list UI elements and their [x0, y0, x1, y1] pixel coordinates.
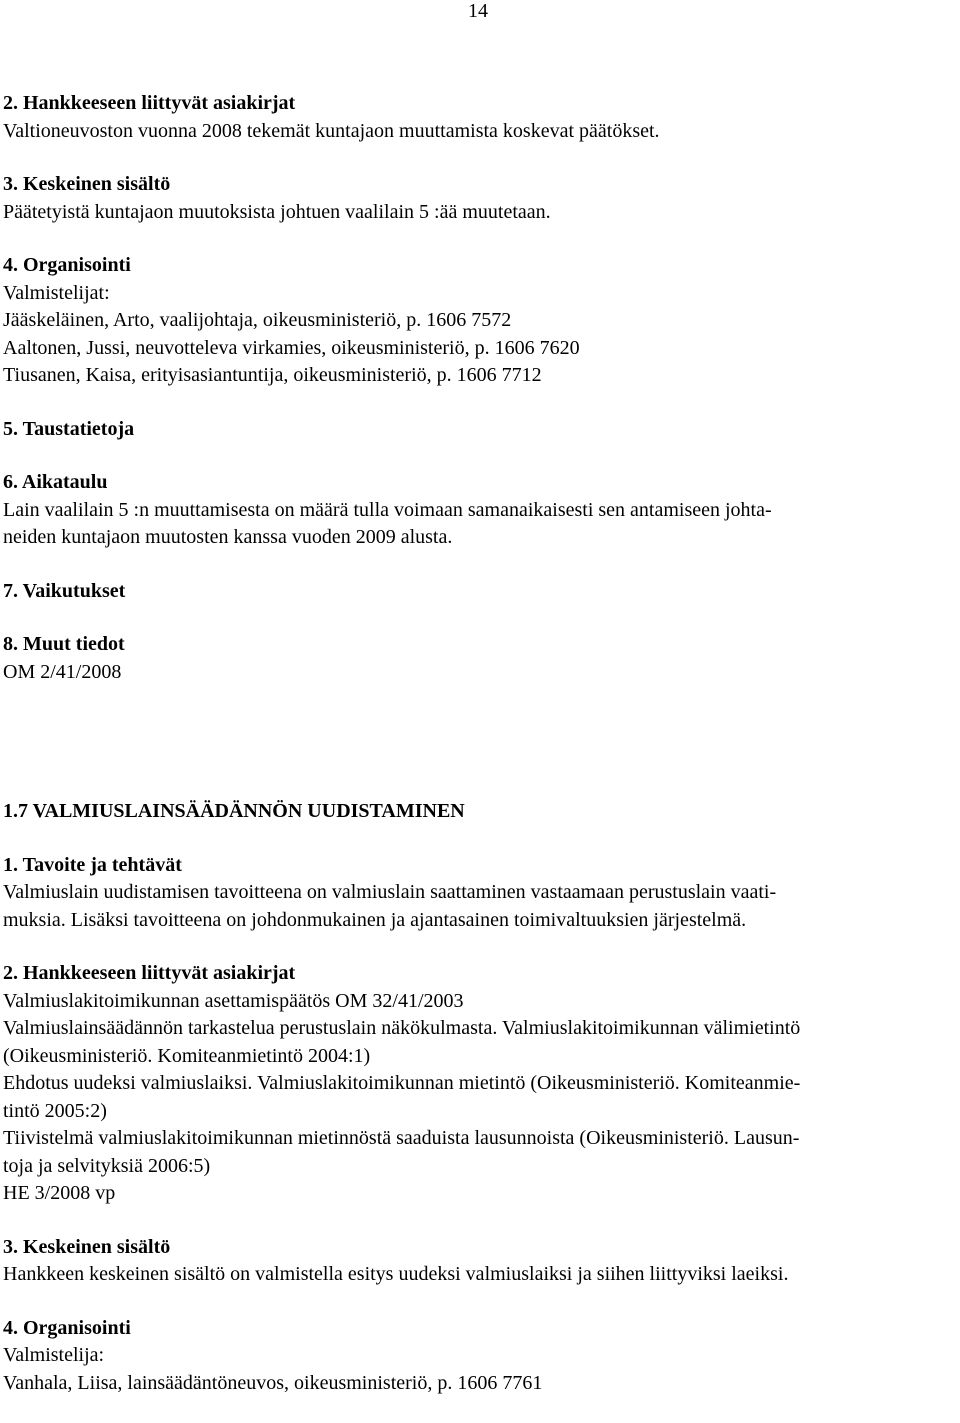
- section-heading: 2. Hankkeeseen liittyvät asiakirjat: [3, 92, 296, 114]
- section-goals: [3, 852, 955, 935]
- section-text-line: Aaltonen, Jussi, neuvotteleva virkamies, oikeusministeriö, p. 1606 7620: [3, 336, 580, 359]
- section-text-line: Valmiuslakitoimikunnan asettamispäätös OM 32/41/2003: [3, 989, 464, 1012]
- section-text-line: Tiivistelmä valmiuslakitoimikunnan mietinnöstä saaduista lausunnoista (Oikeusministeriö. Lausun-: [3, 1127, 800, 1149]
- section-text-line: Jääskeläinen, Arto, vaalijohtaja, oikeusministeriö, p. 1606 7572: [3, 309, 512, 331]
- section-text-line: HE 3/2008 vp: [3, 1182, 116, 1204]
- section-text-line: Tiusanen, Kaisa, erityisasiantuntija, oikeusministeriö, p. 1606 7712: [3, 364, 542, 386]
- section-heading: 3. Keskeinen sisältö: [3, 173, 171, 195]
- section-heading: 3. Keskeinen sisältö: [3, 1235, 171, 1258]
- major-heading: 1.7 VALMIUSLAINSÄÄDÄNNÖN UUDISTAMINEN: [3, 800, 465, 822]
- section-documents: [3, 90, 955, 145]
- section-heading: 7. Vaikutukset: [3, 579, 126, 602]
- page-number: 14: [468, 0, 488, 22]
- section-text-line: Valmistelija:: [3, 1344, 105, 1366]
- section-text-line: Valmistelijat:: [3, 281, 110, 304]
- section-heading: 5. Taustatietoja: [3, 417, 135, 440]
- section-text-line: tintö 2005:2): [3, 1099, 107, 1122]
- section-text-line: Valtioneuvoston vuonna 2008 tekemät kuntajaon muuttamista koskevat päätökset.: [3, 119, 660, 142]
- section-heading: 6. Aikataulu: [3, 471, 108, 493]
- section-content: [3, 1234, 955, 1289]
- section-text-line: Lain vaalilain 5 :n muuttamisesta on määrä tulla voimaan samanaikaisesti sen antamiseen johta-: [3, 498, 772, 521]
- section-text-line: Valmiuslainsäädännön tarkastelua perustuslain näkökulmasta. Valmiuslakitoimikunnan välimietintö: [3, 1017, 801, 1039]
- section-text-line: (Oikeusministeriö. Komiteanmietintö 2004:1): [3, 1044, 371, 1067]
- document-section-bottom: [3, 798, 955, 1423]
- section-heading: 4. Organisointi: [3, 254, 131, 276]
- section-text-line: Vanhala, Liisa, lainsäädäntöneuvos, oikeusministeriö, p. 1606 7761: [3, 1371, 543, 1394]
- section-other-info: [3, 631, 955, 686]
- section-heading: 8. Muut tiedot: [3, 633, 125, 655]
- section-text-line: neiden kuntajaon muutosten kanssa vuoden 2009 alusta.: [3, 526, 453, 548]
- document-section-top: [3, 90, 955, 712]
- section-heading: 1. Tavoite ja tehtävät: [3, 853, 182, 876]
- section-organisation: [3, 252, 955, 390]
- section-schedule: [3, 469, 955, 552]
- section-text-line: Hankkeen keskeinen sisältö on valmistella esitys uudeksi valmiuslaiksi ja siihen liittyviksi laeiksi.: [3, 1263, 789, 1285]
- section-text-line: toja ja selvityksiä 2006:5): [3, 1154, 211, 1177]
- section-text-line: muksia. Lisäksi tavoitteena on johdonmukainen ja ajantasainen toimivaltuuksien järjestelmä.: [3, 908, 747, 931]
- section-background: [3, 416, 955, 444]
- major-heading-block: [3, 798, 955, 826]
- section-text-line: Ehdotus uudeksi valmiuslaiksi. Valmiuslakitoimikunnan mietintö (Oikeusministeriö. Komiteanmie-: [3, 1072, 801, 1094]
- section-documents: [3, 960, 955, 1208]
- section-text-line: Päätetyistä kuntajaon muutoksista johtuen vaalilain 5 :ää muutetaan.: [3, 200, 551, 223]
- section-effects: [3, 578, 955, 606]
- section-organisation: [3, 1315, 955, 1398]
- section-text-line: Valmiuslain uudistamisen tavoitteena on valmiuslain saattaminen vastaamaan perustuslain vaati-: [3, 881, 777, 903]
- section-text-line: OM 2/41/2008: [3, 660, 122, 683]
- section-content: [3, 171, 955, 226]
- section-heading: 4. Organisointi: [3, 1316, 131, 1339]
- section-heading: 2. Hankkeeseen liittyvät asiakirjat: [3, 962, 296, 984]
